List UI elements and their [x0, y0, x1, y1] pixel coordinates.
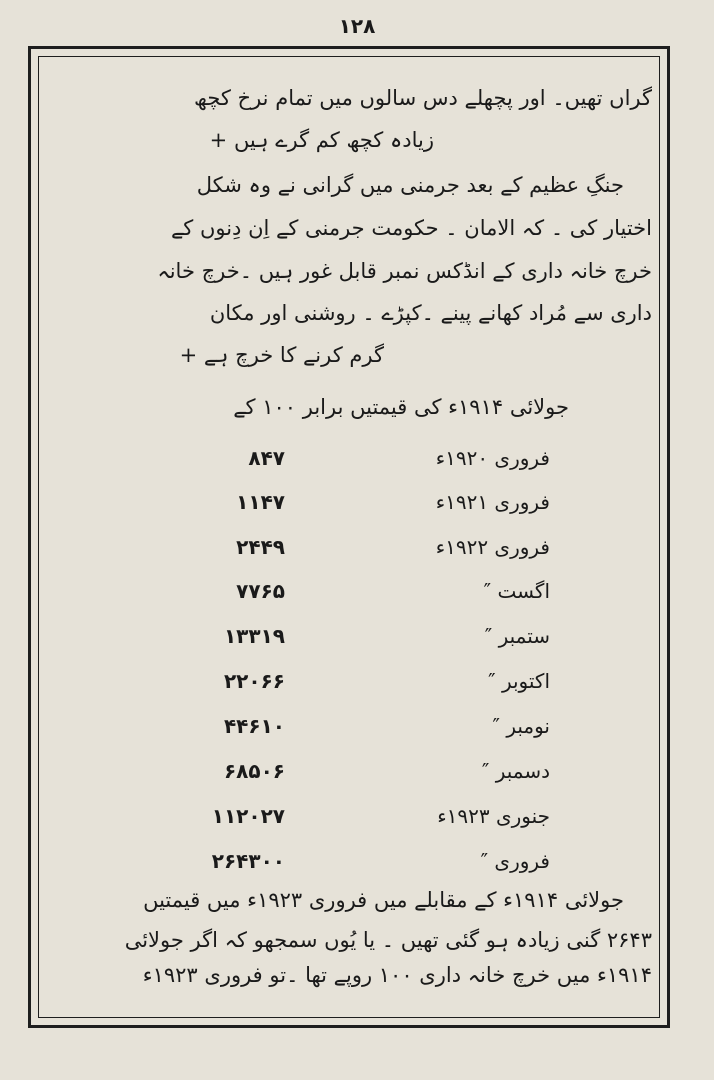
- paragraph-line: زیادہ کچھ کم گرے ہیں +: [209, 128, 434, 152]
- paragraph-line: اختیار کی ۔ کہ الامان ۔ حکومت جرمنی کے اِن دِنوں کے: [170, 216, 652, 240]
- row-value: ۲۲۰۶۶: [223, 669, 285, 693]
- table-row: [60, 665, 550, 697]
- table-row: [60, 620, 550, 652]
- row-value: ۴۴۶۱۰: [223, 714, 285, 738]
- row-label: جنوری ۱۹۲۳ء: [437, 804, 550, 828]
- table-row: [60, 845, 550, 877]
- row-label: دسمبر ″: [481, 759, 550, 783]
- row-value: ۶۸۵۰۶: [223, 759, 285, 783]
- paragraph-line: گراں تھیں۔ اور پچھلے دس سالوں میں تمام نرخ کچھ: [194, 86, 652, 110]
- table-row: [60, 442, 550, 474]
- row-value: ۸۴۷: [248, 446, 285, 470]
- paragraph-line: گرم کرنے کا خرچ ہے +: [179, 343, 384, 367]
- row-label: فروری ۱۹۲۲ء: [435, 535, 550, 559]
- table-row: [60, 575, 550, 607]
- row-value: ۱۳۳۱۹: [223, 624, 285, 648]
- row-label: فروری ۱۹۲۰ء: [435, 446, 550, 470]
- row-value: ۲۴۴۹: [236, 535, 285, 559]
- table-row: [60, 755, 550, 787]
- row-label: نومبر ″: [492, 714, 550, 738]
- row-label: اکتوبر ″: [488, 669, 550, 693]
- table-row: [60, 531, 550, 563]
- row-value: ۷۷۶۵: [236, 579, 285, 603]
- row-value: ۲۶۴۳۰۰: [211, 849, 285, 873]
- row-value: ۱۱۴۷: [236, 490, 285, 514]
- row-label: فروری ۱۹۲۱ء: [435, 490, 550, 514]
- row-label: اگست ″: [483, 579, 550, 603]
- row-label: فروری ″: [480, 849, 550, 873]
- table-row: [60, 486, 550, 518]
- closing-line: ۱۹۱۴ء میں خرچ خانہ داری ۱۰۰ روپے تھا ۔تو فروری ۱۹۲۳ء: [142, 963, 652, 987]
- table-row: [60, 710, 550, 742]
- page-number: ۱۲۸: [338, 14, 376, 38]
- table-heading: جولائی ۱۹۱۴ء کی قیمتیں برابر ۱۰۰ کے: [233, 395, 569, 419]
- closing-line: جولائی ۱۹۱۴ء کے مقابلے میں فروری ۱۹۲۳ء میں قیمتیں: [143, 888, 624, 912]
- paragraph-line: خرچ خانہ داری کے انڈکس نمبر قابل غور ہیں ۔خرچ خانہ: [157, 259, 652, 283]
- closing-line: ۲۶۴۳ گنی زیادہ ہو گئی تھیں ۔ یا یُوں سمجھو کہ اگر جولائی: [124, 928, 652, 952]
- table-row: [60, 800, 550, 832]
- paragraph-line: جنگِ عظیم کے بعد جرمنی میں گرانی نے وہ شکل: [196, 173, 624, 197]
- paragraph-line: داری سے مُراد کھانے پینے ۔کپڑے ۔ روشنی اور مکان: [209, 301, 652, 325]
- row-value: ۱۱۲۰۲۷: [211, 804, 285, 828]
- row-label: ستمبر ″: [484, 624, 550, 648]
